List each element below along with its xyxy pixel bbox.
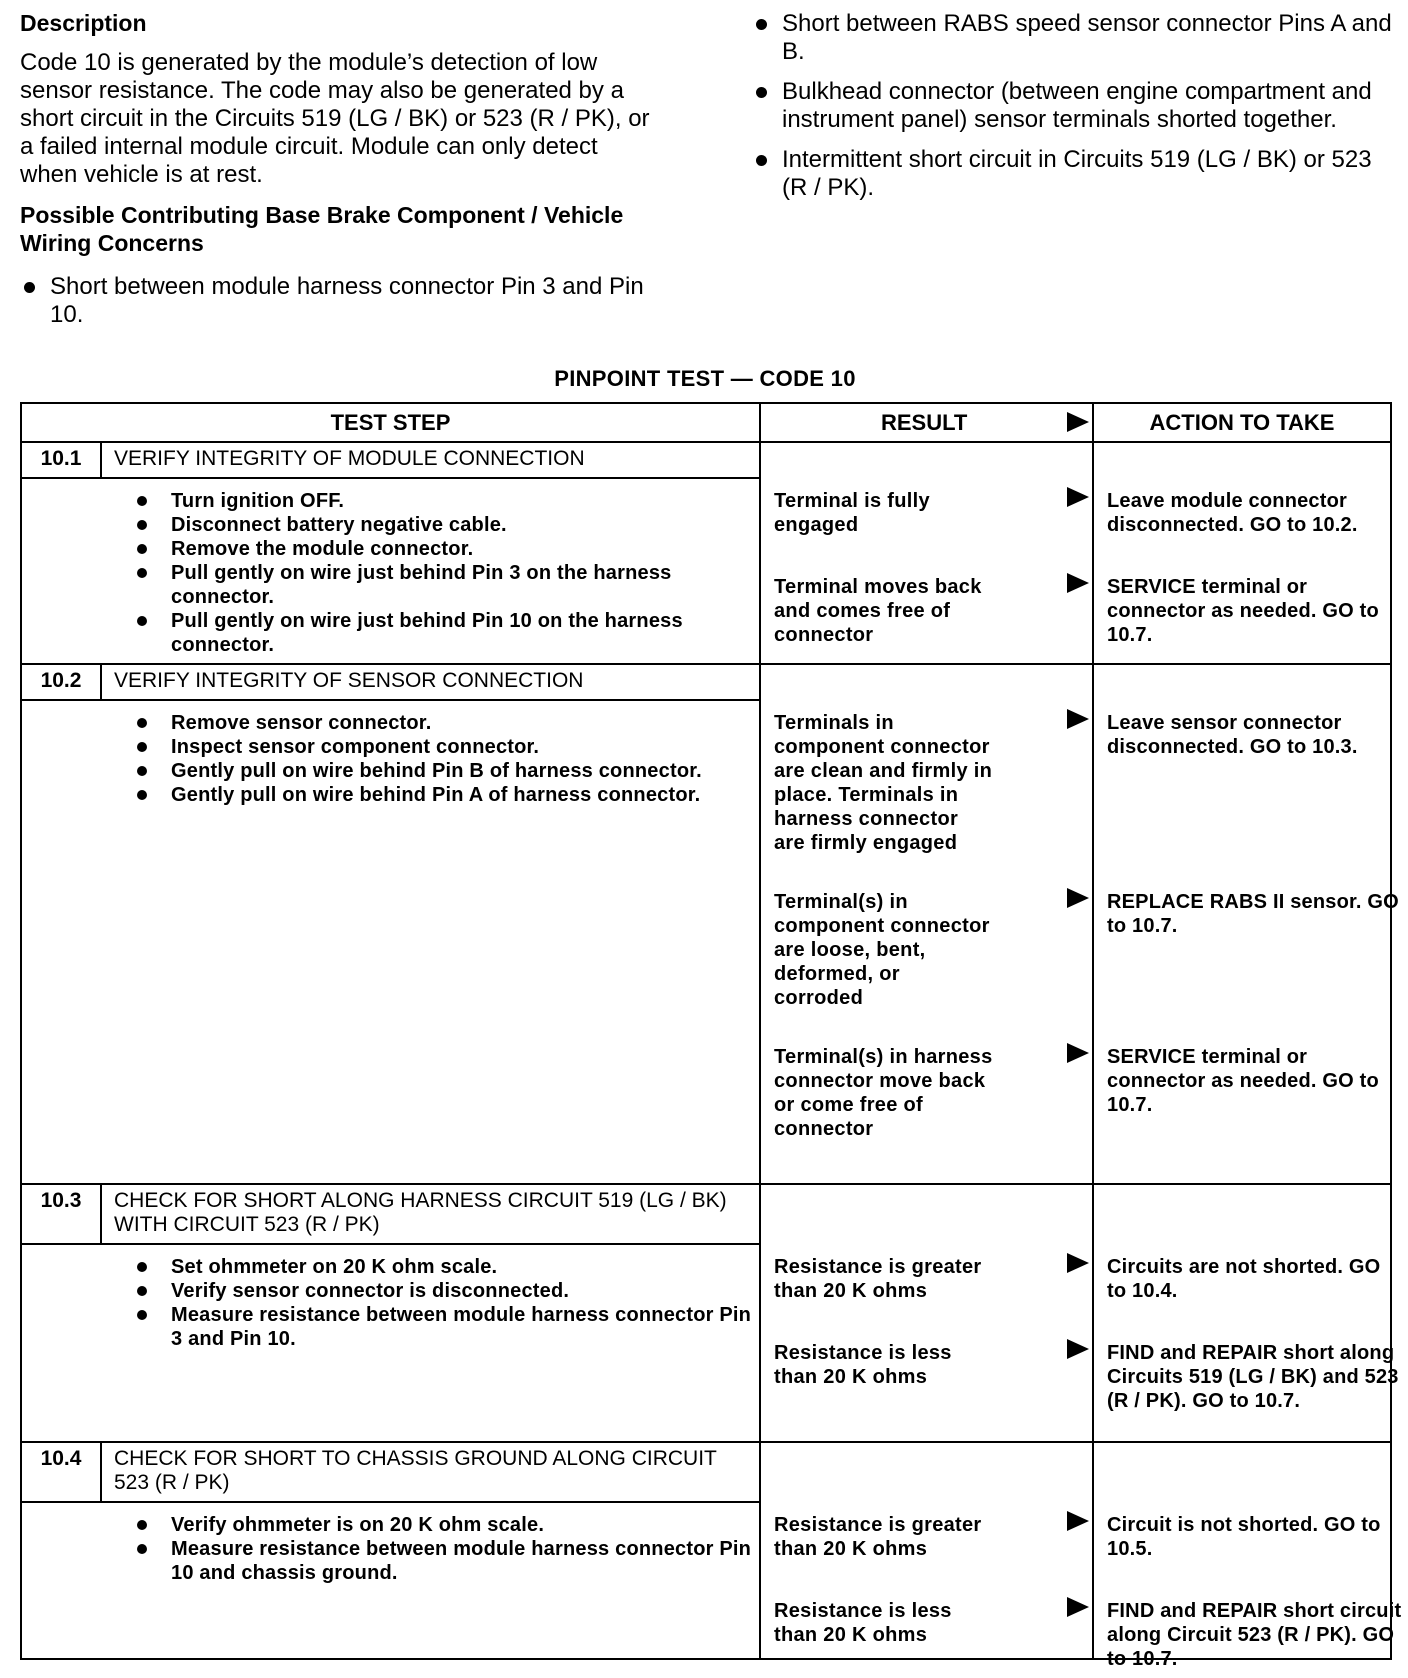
result-text: Terminal(s) in harness connector move back or come free of connector bbox=[774, 1046, 993, 1140]
step-body bbox=[22, 1513, 759, 1585]
step-title: VERIFY INTEGRITY OF SENSOR CONNECTION bbox=[114, 669, 584, 692]
step-number: 10.2 bbox=[22, 665, 102, 699]
step-body bbox=[22, 711, 759, 807]
arrow-icon bbox=[1067, 709, 1089, 729]
step-item: Verify ohmmeter is on 20 K ohm scale. bbox=[137, 1513, 759, 1537]
step-header bbox=[22, 1185, 759, 1245]
action-text: SERVICE terminal or connector as needed. GO to 10.7. bbox=[1107, 1046, 1379, 1116]
concerns-list-left bbox=[20, 273, 660, 329]
concern-item: Bulkhead connector (between engine compartment and instrument panel) sensor terminals shorted together. bbox=[752, 78, 1392, 134]
concerns-list-right bbox=[752, 10, 1392, 202]
pinpoint-table bbox=[20, 402, 1402, 1670]
action-text: FIND and REPAIR short along Circuits 519 (LG / BK) and 523 (R / PK). GO to 10.7. bbox=[1107, 1342, 1399, 1412]
step-body bbox=[22, 1255, 759, 1351]
step-number: 10.1 bbox=[22, 443, 102, 477]
arrow-icon bbox=[1067, 1043, 1089, 1063]
description-section bbox=[20, 10, 660, 341]
header-result: RESULT bbox=[881, 410, 968, 435]
test-step-10-1 bbox=[22, 443, 1390, 665]
step-title: CHECK FOR SHORT TO CHASSIS GROUND ALONG CIRCUIT 523 (R / PK) bbox=[114, 1447, 717, 1494]
test-step-10-2 bbox=[22, 665, 1399, 1185]
concern-item: Short between module harness connector Pin 3 and Pin 10. bbox=[20, 273, 660, 329]
action-text: Circuit is not shorted. GO to 10.5. bbox=[1107, 1514, 1381, 1560]
test-step-10-3 bbox=[22, 1185, 1399, 1443]
table-header bbox=[22, 404, 1390, 443]
result-text: Terminal moves back and comes free of connector bbox=[774, 576, 982, 646]
step-title: VERIFY INTEGRITY OF MODULE CONNECTION bbox=[114, 447, 585, 470]
test-step-10-4 bbox=[22, 1443, 1402, 1670]
result-text: Terminals in component connector are clean and firmly in place. Terminals in harness connector are firmly engaged bbox=[774, 712, 993, 854]
arrow-icon bbox=[1067, 1253, 1089, 1273]
step-item: Gently pull on wire behind Pin A of harness connector. bbox=[137, 783, 759, 807]
pinpoint-title: PINPOINT TEST — CODE 10 bbox=[554, 366, 856, 391]
result-text: Resistance is less than 20 K ohms bbox=[774, 1600, 952, 1646]
action-text: Circuits are not shorted. GO to 10.4. bbox=[1107, 1256, 1381, 1302]
step-item: Gently pull on wire behind Pin B of harness connector. bbox=[137, 759, 759, 783]
step-header bbox=[22, 665, 759, 701]
step-body bbox=[22, 489, 759, 657]
step-item: Measure resistance between module harness connector Pin 10 and chassis ground. bbox=[137, 1537, 759, 1585]
step-item: Set ohmmeter on 20 K ohm scale. bbox=[137, 1255, 759, 1279]
step-header bbox=[22, 1443, 759, 1503]
result-text: Resistance is less than 20 K ohms bbox=[774, 1342, 952, 1388]
step-item: Verify sensor connector is disconnected. bbox=[137, 1279, 759, 1303]
step-item: Inspect sensor component connector. bbox=[137, 735, 759, 759]
concerns-heading: Possible Contributing Base Brake Component / Vehicle Wiring Concerns bbox=[20, 202, 624, 256]
action-text: FIND and REPAIR short circuit along Circuit 523 (R / PK). GO to 10.7. bbox=[1107, 1600, 1402, 1670]
arrow-icon bbox=[1067, 573, 1089, 593]
arrow-icon bbox=[1067, 487, 1089, 507]
step-item: Pull gently on wire just behind Pin 3 on the harness connector. bbox=[137, 561, 759, 609]
action-text: REPLACE RABS II sensor. GO to 10.7. bbox=[1107, 891, 1399, 937]
arrow-icon bbox=[1067, 1511, 1089, 1531]
description-heading: Description bbox=[20, 10, 147, 36]
arrow-icon bbox=[1067, 888, 1089, 908]
description-text: Code 10 is generated by the module’s detection of low sensor resistance. The code may also be generated by a short circuit in the Circuits 519 (LG / BK) or 523 (R / PK), or a failed internal module circuit. Module can only detect when vehicle is at rest. bbox=[20, 49, 650, 188]
action-text: Leave sensor connector disconnected. GO to 10.3. bbox=[1107, 712, 1358, 758]
arrow-icon bbox=[1067, 1339, 1089, 1359]
arrow-icon bbox=[1067, 412, 1089, 432]
result-text: Resistance is greater than 20 K ohms bbox=[774, 1256, 982, 1302]
step-item: Turn ignition OFF. bbox=[137, 489, 759, 513]
step-item: Remove the module connector. bbox=[137, 537, 759, 561]
arrow-icon bbox=[1067, 1597, 1089, 1617]
concerns-column-right bbox=[752, 10, 1392, 214]
step-item: Pull gently on wire just behind Pin 10 on the harness connector. bbox=[137, 609, 759, 657]
header-test-step: TEST STEP bbox=[330, 410, 451, 435]
step-item: Measure resistance between module harness connector Pin 3 and Pin 10. bbox=[137, 1303, 759, 1351]
step-number: 10.3 bbox=[22, 1185, 102, 1243]
action-text: SERVICE terminal or connector as needed. GO to 10.7. bbox=[1107, 576, 1379, 646]
concern-item: Short between RABS speed sensor connector Pins A and B. bbox=[752, 10, 1392, 66]
step-number: 10.4 bbox=[22, 1443, 102, 1501]
header-action: ACTION TO TAKE bbox=[1149, 410, 1335, 435]
action-text: Leave module connector disconnected. GO to 10.2. bbox=[1107, 490, 1358, 536]
step-title: CHECK FOR SHORT ALONG HARNESS CIRCUIT 519 (LG / BK) WITH CIRCUIT 523 (R / PK) bbox=[114, 1189, 727, 1236]
step-item: Disconnect battery negative cable. bbox=[137, 513, 759, 537]
result-text: Terminal(s) in component connector are loose, bent, deformed, or corroded bbox=[774, 891, 990, 1009]
step-header bbox=[22, 443, 759, 479]
result-text: Resistance is greater than 20 K ohms bbox=[774, 1514, 982, 1560]
concern-item: Intermittent short circuit in Circuits 519 (LG / BK) or 523 (R / PK). bbox=[752, 146, 1392, 202]
result-text: Terminal is fully engaged bbox=[774, 490, 930, 536]
step-item: Remove sensor connector. bbox=[137, 711, 759, 735]
